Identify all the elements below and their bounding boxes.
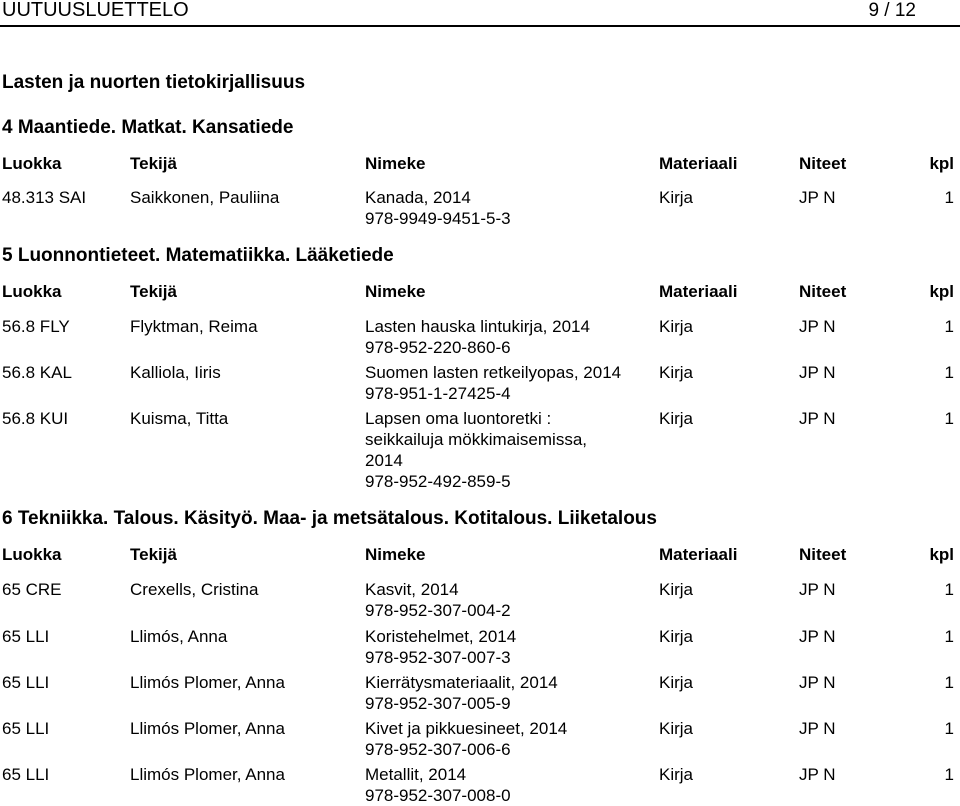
cell-luokka: 65 CRE xyxy=(2,580,62,599)
cell-luokka: 65 LLI xyxy=(2,627,50,646)
cell-materiaali: Kirja xyxy=(659,188,694,207)
cell-nimeke xyxy=(365,764,511,806)
cell-luokka: 65 LLI xyxy=(2,673,50,692)
section-title: 5 Luonnontieteet. Matematiikka. Lääketiede xyxy=(2,245,394,266)
isbn-line: 978-952-307-004-2 xyxy=(365,601,511,620)
title-line: Kasvit, 2014 xyxy=(365,580,459,599)
column-header-kpl: kpl xyxy=(929,154,954,173)
cell-nimeke xyxy=(365,408,587,492)
cell-tekija: Llimós Plomer, Anna xyxy=(130,719,285,738)
document-title: UUTUUSLUETTELO xyxy=(2,0,189,21)
cell-materiaali: Kirja xyxy=(659,765,694,784)
section-title: 6 Tekniikka. Talous. Käsityö. Maa- ja metsätalous. Kotitalous. Liiketalous xyxy=(2,508,657,529)
title-line: Lapsen oma luontoretki : xyxy=(365,409,552,428)
cell-materiaali: Kirja xyxy=(659,627,694,646)
cell-materiaali: Kirja xyxy=(659,580,694,599)
cell-niteet: JP N xyxy=(799,409,836,428)
cell-nimeke xyxy=(365,579,511,621)
cell-niteet: JP N xyxy=(799,188,836,207)
title-line: 2014 xyxy=(365,451,403,470)
title-line: Kanada, 2014 xyxy=(365,188,471,207)
section-title: 4 Maantiede. Matkat. Kansatiede xyxy=(2,117,294,138)
isbn-line: 978-9949-9451-5-3 xyxy=(365,209,511,228)
column-header-niteet: Niteet xyxy=(799,154,847,173)
cell-luokka: 48.313 SAI xyxy=(2,188,87,207)
cell-nimeke xyxy=(365,672,558,714)
isbn-line: 978-952-307-005-9 xyxy=(365,694,511,713)
cell-materiaali: Kirja xyxy=(659,317,694,336)
column-header-niteet: Niteet xyxy=(799,282,847,301)
cell-materiaali: Kirja xyxy=(659,673,694,692)
column-header-nimeke: Nimeke xyxy=(365,545,426,564)
title-line: seikkailuja mökkimaisemissa, xyxy=(365,430,588,449)
column-header-luokka: Luokka xyxy=(2,545,62,564)
column-header-materiaali: Materiaali xyxy=(659,282,738,301)
column-headers xyxy=(0,545,960,565)
cell-tekija: Crexells, Cristina xyxy=(130,580,259,599)
cell-kpl: 1 xyxy=(944,719,954,738)
cell-kpl: 1 xyxy=(944,363,954,382)
title-line: Metallit, 2014 xyxy=(365,765,467,784)
column-header-luokka: Luokka xyxy=(2,282,62,301)
cell-tekija: Saikkonen, Pauliina xyxy=(130,188,280,207)
cell-nimeke xyxy=(365,316,590,358)
cell-nimeke xyxy=(365,187,511,229)
header-divider xyxy=(0,25,960,27)
cell-tekija: Flyktman, Reima xyxy=(130,317,258,336)
cell-kpl: 1 xyxy=(944,317,954,336)
cell-kpl: 1 xyxy=(944,765,954,784)
cell-materiaali: Kirja xyxy=(659,719,694,738)
page-header xyxy=(0,0,960,22)
column-header-kpl: kpl xyxy=(929,545,954,564)
column-header-materiaali: Materiaali xyxy=(659,545,738,564)
cell-tekija: Kalliola, Iiris xyxy=(130,363,221,382)
title-line: Kierrätysmateriaalit, 2014 xyxy=(365,673,558,692)
title-line: Kivet ja pikkuesineet, 2014 xyxy=(365,719,568,738)
cell-niteet: JP N xyxy=(799,719,836,738)
column-header-luokka: Luokka xyxy=(2,154,62,173)
column-headers xyxy=(0,282,960,302)
cell-luokka: 56.8 KAL xyxy=(2,363,72,382)
cell-nimeke xyxy=(365,626,516,668)
column-header-nimeke: Nimeke xyxy=(365,154,426,173)
cell-kpl: 1 xyxy=(944,580,954,599)
column-header-niteet: Niteet xyxy=(799,545,847,564)
column-headers xyxy=(0,154,960,174)
cell-tekija: Kuisma, Titta xyxy=(130,409,229,428)
cell-niteet: JP N xyxy=(799,363,836,382)
isbn-line: 978-952-220-860-6 xyxy=(365,338,511,357)
column-header-tekija: Tekijä xyxy=(130,154,177,173)
column-header-kpl: kpl xyxy=(929,282,954,301)
cell-luokka: 56.8 KUI xyxy=(2,409,69,428)
isbn-line: 978-952-307-008-0 xyxy=(365,786,511,805)
cell-luokka: 65 LLI xyxy=(2,765,50,784)
page-number: 9 / 12 xyxy=(868,0,916,21)
cell-luokka: 56.8 FLY xyxy=(2,317,70,336)
isbn-line: 978-952-307-007-3 xyxy=(365,648,511,667)
cell-tekija: Llimós, Anna xyxy=(130,627,228,646)
isbn-line: 978-952-307-006-6 xyxy=(365,740,511,759)
column-header-tekija: Tekijä xyxy=(130,545,177,564)
isbn-line: 978-952-492-859-5 xyxy=(365,472,511,491)
category-title: Lasten ja nuorten tietokirjallisuus xyxy=(2,72,306,93)
column-header-nimeke: Nimeke xyxy=(365,282,426,301)
cell-kpl: 1 xyxy=(944,188,954,207)
column-header-materiaali: Materiaali xyxy=(659,154,738,173)
column-header-tekija: Tekijä xyxy=(130,282,177,301)
cell-niteet: JP N xyxy=(799,580,836,599)
title-line: Lasten hauska lintukirja, 2014 xyxy=(365,317,590,336)
title-line: Koristehelmet, 2014 xyxy=(365,627,517,646)
cell-tekija: Llimós Plomer, Anna xyxy=(130,765,285,784)
title-line: Suomen lasten retkeilyopas, 2014 xyxy=(365,363,622,382)
cell-materiaali: Kirja xyxy=(659,363,694,382)
cell-kpl: 1 xyxy=(944,409,954,428)
cell-materiaali: Kirja xyxy=(659,409,694,428)
cell-niteet: JP N xyxy=(799,673,836,692)
cell-nimeke xyxy=(365,362,621,404)
isbn-line: 978-951-1-27425-4 xyxy=(365,384,511,403)
cell-kpl: 1 xyxy=(944,673,954,692)
cell-tekija: Llimós Plomer, Anna xyxy=(130,673,285,692)
cell-luokka: 65 LLI xyxy=(2,719,50,738)
cell-niteet: JP N xyxy=(799,627,836,646)
cell-niteet: JP N xyxy=(799,317,836,336)
cell-niteet: JP N xyxy=(799,765,836,784)
cell-nimeke xyxy=(365,718,567,760)
cell-kpl: 1 xyxy=(944,627,954,646)
